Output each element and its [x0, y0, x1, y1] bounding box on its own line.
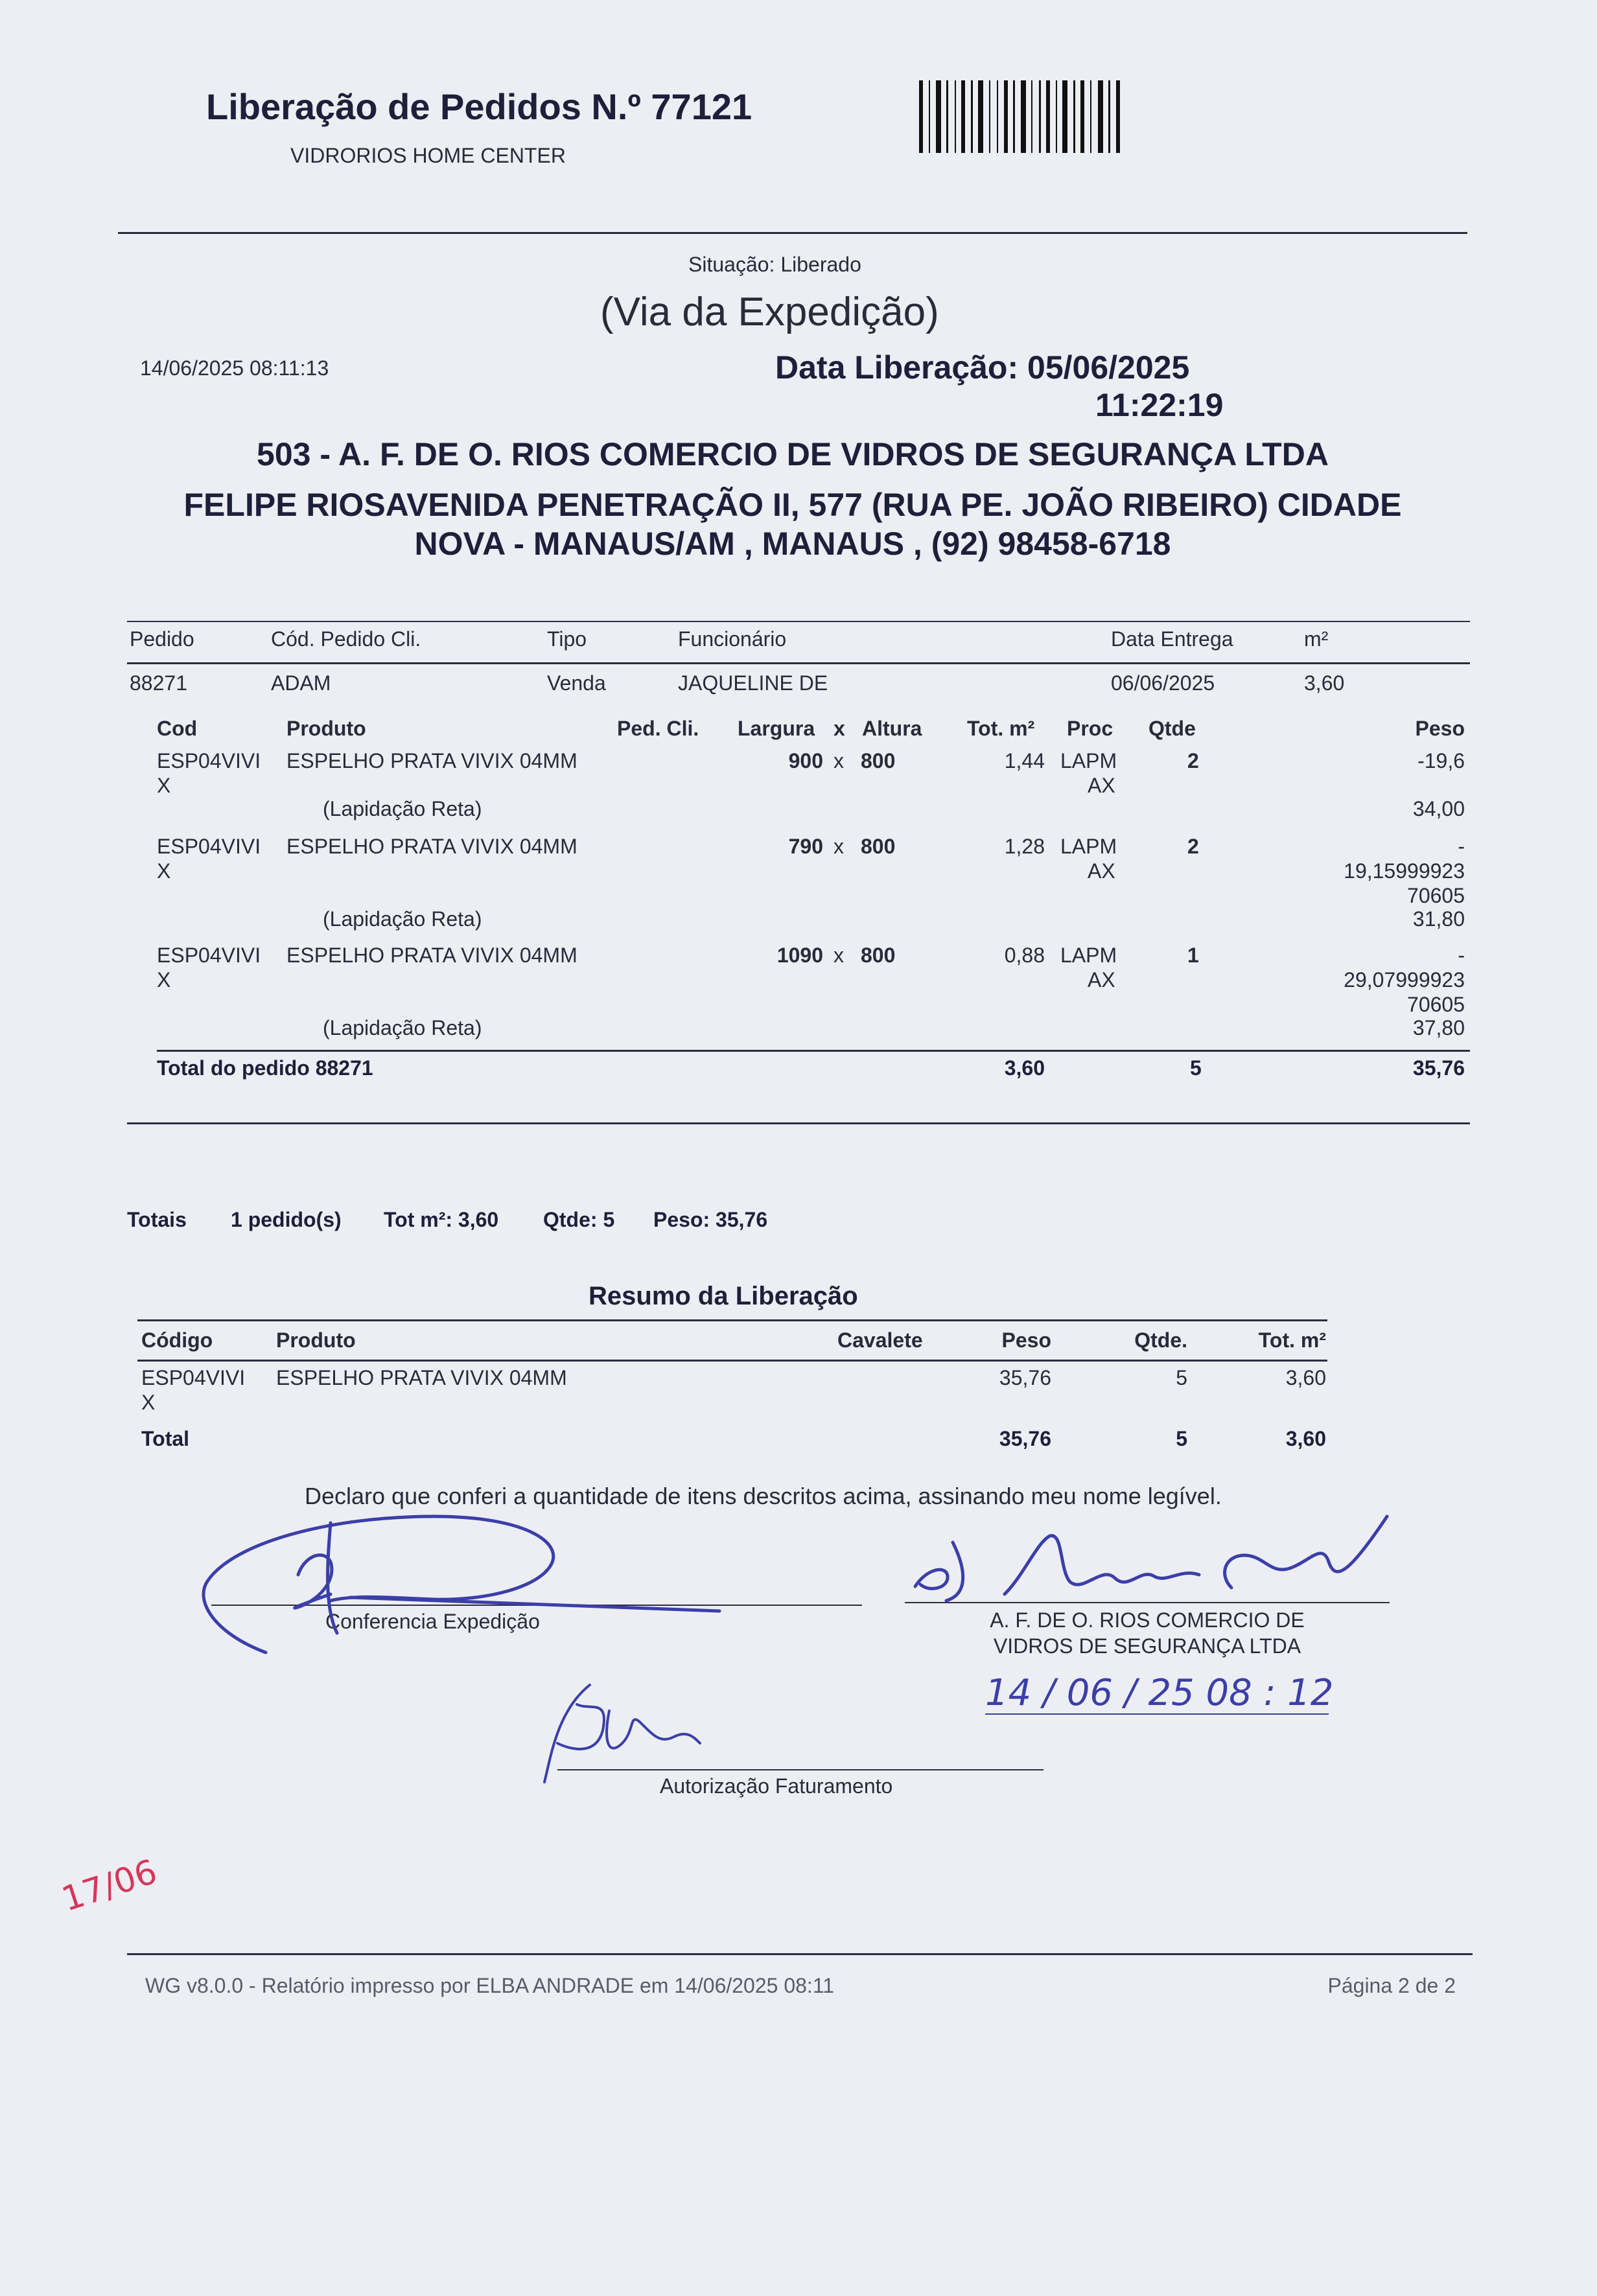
summary-col-cavalete: Cavalete: [837, 1328, 923, 1352]
totals-qtde: Qtde: 5: [543, 1208, 615, 1231]
order-number: 88271: [130, 671, 187, 695]
summary-total-label: Total: [141, 1427, 190, 1450]
items-col-tot-m2: Tot. m²: [967, 717, 1035, 740]
item-largura: 900: [788, 749, 823, 772]
item-tot_m: 1,44: [1004, 749, 1045, 772]
item-processing-note: (Lapidação Reta): [323, 797, 482, 820]
item-proc: AX: [1088, 774, 1115, 797]
release-date: Data Liberação: 05/06/2025: [775, 349, 1190, 386]
order-total-qtde: 5: [1190, 1056, 1202, 1080]
summary-col-peso: Peso: [1001, 1328, 1051, 1352]
totals-m2: Tot m²: 3,60: [384, 1208, 499, 1231]
summary-header-rule: [137, 1360, 1327, 1362]
item-cod: ESP04VIVI: [157, 835, 261, 858]
barcode-bar: [978, 80, 983, 153]
barcode-bar: [997, 80, 998, 153]
barcode-bar: [955, 80, 956, 153]
summary-col-qtde: Qtde.: [1134, 1328, 1187, 1352]
totals-orders: 1 pedido(s): [231, 1208, 342, 1231]
release-time: 11:22:19: [1095, 387, 1224, 423]
conference-label: Conferencia Expedição: [325, 1610, 540, 1633]
barcode-bar: [1080, 80, 1084, 153]
summary-row-tot-m2: 3,60: [1285, 1366, 1326, 1389]
barcode-bar: [1098, 80, 1103, 153]
item-altura: 800: [861, 749, 896, 772]
item-peso: -: [1458, 944, 1465, 967]
barcode-bar: [936, 80, 941, 153]
conference-signature: [188, 1503, 739, 1678]
items-col-qtde: Qtde: [1148, 717, 1196, 740]
item-x: x: [833, 749, 844, 772]
item-x: x: [833, 835, 844, 858]
order-total-m2: 3,60: [1004, 1056, 1045, 1080]
order-m2: 3,60: [1304, 671, 1345, 695]
barcode-bar: [1108, 80, 1110, 153]
employee-name: JAQUELINE DE: [678, 671, 828, 695]
item-proc: LAPM: [1060, 749, 1117, 772]
item-cod: X: [157, 774, 171, 797]
items-col-produto: Produto: [286, 717, 366, 740]
item-processing-note: (Lapidação Reta): [323, 1016, 482, 1039]
company-signature-name1: A. F. DE O. RIOS COMERCIO DE: [990, 1608, 1305, 1632]
barcode-bar: [1046, 80, 1050, 153]
barcode-bar: [1090, 80, 1091, 153]
col-label-data-entrega: Data Entrega: [1111, 627, 1233, 651]
item-peso: 70605: [1407, 993, 1465, 1016]
delivery-date: 06/06/2025: [1111, 671, 1215, 695]
item-processing-weight: 37,80: [1412, 1016, 1465, 1039]
summary-row-peso: 35,76: [999, 1366, 1051, 1389]
company-signature: [907, 1503, 1400, 1614]
footer-page: Página 2 de 2: [1327, 1974, 1456, 1997]
barcode-bar: [919, 80, 923, 153]
document-title: Liberação de Pedidos N.º 77121: [206, 86, 752, 127]
item-peso: -19,6: [1417, 749, 1465, 772]
item-peso: 70605: [1407, 884, 1465, 907]
col-label-tipo: Tipo: [547, 627, 587, 651]
col-label-pedido: Pedido: [130, 627, 194, 651]
order-total-peso: 35,76: [1412, 1056, 1465, 1080]
item-cod: X: [157, 859, 171, 883]
item-processing-weight: 31,80: [1412, 907, 1465, 931]
item-proc: AX: [1088, 859, 1115, 883]
handwritten-date-underline: [985, 1713, 1329, 1715]
handwritten-note: 17/06: [57, 1852, 162, 1919]
company-signature-name2: VIDROS DE SEGURANÇA LTDA: [993, 1634, 1301, 1658]
item-cod: ESP04VIVI: [157, 944, 261, 967]
item-peso: 29,07999923: [1344, 968, 1465, 991]
client-address-line2: NOVA - MANAUS/AM , MANAUS , (92) 98458-6718: [414, 526, 1171, 562]
item-x: x: [833, 944, 844, 967]
item-produto: ESPELHO PRATA VIVIX 04MM: [286, 749, 577, 772]
item-produto: ESPELHO PRATA VIVIX 04MM: [286, 944, 577, 967]
barcode-bar: [929, 80, 930, 153]
declaration-text: Declaro que conferi a quantidade de itens descritos acima, assinando meu nome legível.: [305, 1483, 1222, 1509]
company-name: VIDRORIOS HOME CENTER: [290, 144, 566, 167]
barcode-bar: [1021, 80, 1026, 153]
barcode-bar: [1004, 80, 1008, 153]
barcode-bar: [971, 80, 973, 153]
items-col-altura: Altura: [862, 717, 922, 740]
item-peso: 19,15999923: [1344, 859, 1465, 883]
order-total-label: Total do pedido 88271: [157, 1056, 373, 1080]
item-tot_m: 0,88: [1004, 944, 1045, 967]
items-col-ped-cli: Ped. Cli.: [617, 717, 699, 740]
item-qtde: 2: [1187, 835, 1199, 858]
barcode-bar: [1031, 80, 1032, 153]
barcode-bar: [1013, 80, 1015, 153]
col-label-cod-cli: Cód. Pedido Cli.: [271, 627, 421, 651]
summary-row-codigo-cont: X: [141, 1391, 156, 1414]
item-produto: ESPELHO PRATA VIVIX 04MM: [286, 835, 577, 858]
summary-total-peso: 35,76: [999, 1427, 1051, 1450]
barcode-bar: [961, 80, 965, 153]
item-cod: X: [157, 968, 171, 991]
barcode-bar: [1062, 80, 1067, 153]
summary-top-rule: [137, 1319, 1327, 1321]
summary-col-tot-m2: Tot. m²: [1258, 1328, 1326, 1352]
items-col-largura: Largura: [738, 717, 815, 740]
barcode-bar: [989, 80, 990, 153]
item-largura: 1090: [776, 944, 823, 967]
items-total-rule: [157, 1050, 1470, 1052]
items-col-peso: Peso: [1415, 717, 1465, 740]
col-label-m2: m²: [1304, 627, 1329, 651]
item-qtde: 2: [1187, 749, 1199, 772]
items-col-proc: Proc: [1067, 717, 1113, 740]
items-col-cod: Cod: [157, 717, 198, 740]
item-tot_m: 1,28: [1004, 835, 1045, 858]
barcode-bar: [1056, 80, 1057, 153]
section-divider: [127, 1122, 1470, 1124]
client-order-code: ADAM: [271, 671, 331, 695]
header-divider: [118, 232, 1467, 234]
summary-col-codigo: Código: [141, 1328, 213, 1352]
order-type: Venda: [547, 671, 606, 695]
items-col-x: x: [833, 717, 845, 740]
order-header-bottom-rule: [127, 662, 1470, 664]
handwritten-date: 14 / 06 / 25 08 : 12: [985, 1672, 1334, 1714]
footer-rule: [127, 1953, 1473, 1955]
totals-label: Totais: [127, 1208, 187, 1231]
printed-timestamp: 14/06/2025 08:11:13: [140, 356, 329, 380]
item-cod: ESP04VIVI: [157, 749, 261, 772]
item-proc: AX: [1088, 968, 1115, 991]
item-processing-note: (Lapidação Reta): [323, 907, 482, 931]
col-label-funcionario: Funcionário: [678, 627, 787, 651]
item-qtde: 1: [1187, 944, 1199, 967]
summary-title: Resumo da Liberação: [589, 1282, 858, 1310]
barcode-bar: [1039, 80, 1041, 153]
item-altura: 800: [861, 944, 896, 967]
item-altura: 800: [861, 835, 896, 858]
barcode-bar: [1116, 80, 1120, 153]
barcode-bar: [946, 80, 948, 153]
via-title: (Via da Expedição): [600, 290, 939, 334]
totals-peso: Peso: 35,76: [653, 1208, 768, 1231]
summary-total-tot-m2: 3,60: [1285, 1427, 1326, 1450]
item-proc: LAPM: [1060, 944, 1117, 967]
authorization-signature: [531, 1672, 713, 1789]
summary-col-produto: Produto: [276, 1328, 356, 1352]
authorization-label: Autorização Faturamento: [660, 1774, 893, 1798]
client-address-line1: FELIPE RIOSAVENIDA PENETRAÇÃO II, 577 (RUA PE. JOÃO RIBEIRO) CIDADE: [183, 487, 1402, 523]
footer-left: WG v8.0.0 - Relatório impresso por ELBA ANDRADE em 14/06/2025 08:11: [145, 1974, 835, 1997]
item-largura: 790: [788, 835, 823, 858]
summary-row-produto: ESPELHO PRATA VIVIX 04MM: [276, 1366, 567, 1389]
item-proc: LAPM: [1060, 835, 1117, 858]
summary-row-codigo: ESP04VIVI: [141, 1366, 246, 1389]
summary-total-qtde: 5: [1176, 1427, 1187, 1450]
status-text: Situação: Liberado: [688, 253, 861, 276]
item-peso: -: [1458, 835, 1465, 858]
summary-row-qtde: 5: [1176, 1366, 1187, 1389]
barcode: [918, 80, 1159, 153]
client-name: 503 - A. F. DE O. RIOS COMERCIO DE VIDROS DE SEGURANÇA LTDA: [257, 436, 1329, 472]
item-processing-weight: 34,00: [1412, 797, 1465, 820]
barcode-bar: [1073, 80, 1075, 153]
order-header-top-rule: [127, 621, 1470, 622]
